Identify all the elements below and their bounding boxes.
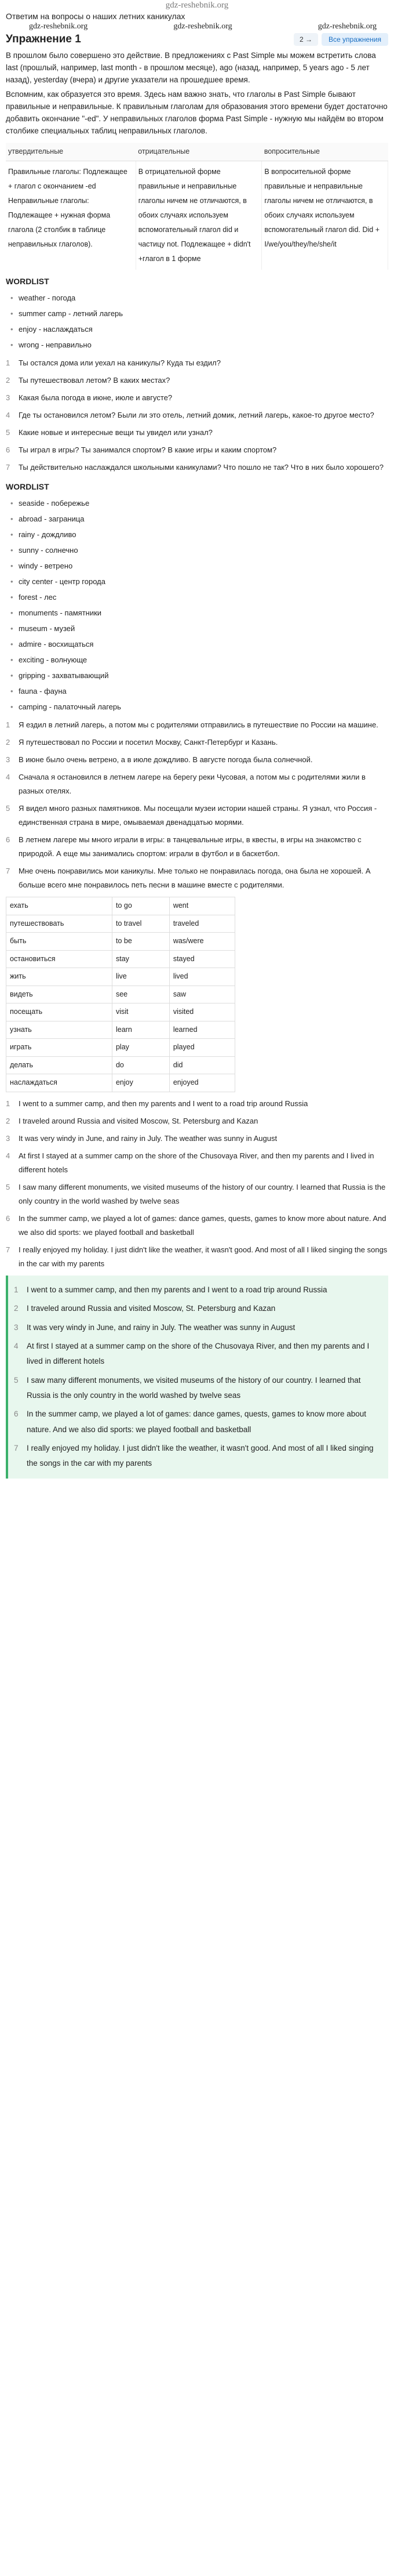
table-cell: learn: [112, 1021, 169, 1039]
table-cell: played: [169, 1039, 235, 1057]
table-cell: быть: [6, 933, 112, 951]
word-item: • city center - центр города: [10, 574, 388, 589]
table-cell: see: [112, 986, 169, 1003]
table-cell: did: [169, 1056, 235, 1074]
table-row: [6, 161, 388, 270]
story-text: Я ездил в летний лагерь, а потом мы с родителями отправились в путешествие по России на машине.: [19, 720, 378, 729]
question-text: Где ты остановился летом? Были ли это отель, летний домик, летний лагерь, какое-то другое место?: [19, 411, 374, 420]
list-item: 1 I went to a summer camp, and then my parents and I went to a road trip around Russia: [6, 1097, 388, 1111]
table-cell: stayed: [169, 950, 235, 968]
story-text: I traveled around Russia and visited Moscow, St. Petersburg and Kazan: [19, 1116, 258, 1125]
word-item: • wrong - неправильно: [10, 337, 388, 353]
question-text: Ты путешествовал летом? В каких местах?: [19, 376, 170, 385]
table-cell: traveled: [169, 915, 235, 933]
story-text: Я видел много разных памятников. Мы посещали музеи истории нашей страны. Я узнал, что Россия - единственная страна в мире, омываемая двенадцатью морями.: [19, 803, 377, 827]
list-item: 3 В июне было очень ветрено, а в июле дождливо. В августе погода была солнечной.: [6, 753, 388, 767]
table-cell: went: [169, 897, 235, 915]
word-item: • weather - погода: [10, 290, 388, 306]
page-title: Упражнение 1: [6, 32, 81, 45]
list-item: 7 Мне очень понравились мои каникулы. Мне только не понравилась погода, она была не хорошей. А больше всего мне понравилось петь песни в машине вместе с родителями.: [6, 864, 388, 892]
intro: [6, 50, 388, 137]
table-cell: Правильные глаголы: Подлежащее + глагол с окончанием -ed Неправильные глаголы: Подлежащее + нужная форма глагола (2 столбик в таблице неправильных глаголов).: [6, 161, 136, 270]
story-text: I really enjoyed my holiday. I just didn't like the weather, it wasn't good. And most of all I liked singing the songs in the car with my parents: [19, 1245, 388, 1269]
table-cell: to be: [112, 933, 169, 951]
table-row: [6, 1021, 235, 1039]
verb-table: [6, 897, 235, 1092]
list-item: 5 I saw many different monuments, we visited museums of the history of our country. I learned that Russia is the only country in the world washed by twelve seas: [14, 1373, 382, 1404]
list-item: 4 At first I stayed at a summer camp on the shore of the Chusovaya River, and then my parents and I lived in different hotels: [6, 1149, 388, 1177]
table-cell: visit: [112, 1003, 169, 1021]
list-item: 3 It was very windy in June, and rainy in July. The weather was sunny in August: [14, 1320, 382, 1335]
watermark: gdz-reshebnik.org: [318, 22, 377, 31]
word-item: • exciting - волнующе: [10, 652, 388, 668]
table-cell: play: [112, 1039, 169, 1057]
word-item: • enjoy - наслаждаться: [10, 321, 388, 337]
wordlist: [10, 495, 388, 715]
table-row: [6, 968, 235, 986]
table-cell: видеть: [6, 986, 112, 1003]
story-text: It was very windy in June, and rainy in July. The weather was sunny in August: [19, 1133, 278, 1143]
title-row: [6, 31, 388, 48]
list-item: 6 Ты играл в игры? Ты занимался спортом? В какие игры и каким спортом?: [6, 443, 388, 457]
table-header: утвердительные: [6, 143, 136, 161]
word-item: • monuments - памятники: [10, 605, 388, 621]
list-item: 2 I traveled around Russia and visited Moscow, St. Petersburg and Kazan: [6, 1114, 388, 1128]
all-exercises-button[interactable]: Все упражнения: [322, 33, 388, 46]
list-item: 1 Я ездил в летний лагерь, а потом мы с родителями отправились в путешествие по России на машине.: [6, 718, 388, 732]
table-cell: to travel: [112, 915, 169, 933]
rules-table: [6, 143, 388, 270]
answer-box: [6, 1276, 388, 1478]
answer-text: I traveled around Russia and visited Moscow, St. Petersburg and Kazan: [27, 1304, 276, 1313]
table-cell: enjoy: [112, 1074, 169, 1092]
table-row: [6, 1074, 235, 1092]
list-item: 6 In the summer camp, we played a lot of games: dance games, quests, games to know more about nature. And we also did sports: we played football and basketball: [14, 1407, 382, 1437]
list-item: 7 I really enjoyed my holiday. I just didn't like the weather, it wasn't good. And most of all I liked singing the songs in the car with my parents: [6, 1243, 388, 1271]
table-row: [6, 897, 235, 915]
list-item: 6 In the summer camp, we played a lot of games: dance games, quests, games to know more about nature. And we also did sports: we played football and basketball: [6, 1212, 388, 1240]
list-item: 2 I traveled around Russia and visited Moscow, St. Petersburg and Kazan: [14, 1301, 382, 1316]
story-text: Сначала я остановился в летнем лагере на берегу реки Чусовая, а потом мы с родителями жили в разных отелях.: [19, 772, 366, 795]
story-text: В летнем лагере мы много играли в игры: в танцевальные игры, в квесты, в игры на знакомство с природой. А еще мы занимались спортом: играли в футбол и в баскетбол.: [19, 835, 362, 858]
table-cell: stay: [112, 950, 169, 968]
page-subtitle: Ответим на вопросы о наших летних каникулах: [6, 12, 185, 21]
list-item: 2 Я путешествовал по России и посетил Москву, Санкт-Петербург и Казань.: [6, 736, 388, 749]
word-item: • admire - восхищаться: [10, 636, 388, 652]
wordlist-heading: WORDLIST: [6, 277, 49, 287]
list-item: 5 Я видел много разных памятников. Мы посещали музеи истории нашей страны. Я узнал, что Россия - единственная страна в мире, омываемая двенадцатью морями.: [6, 802, 388, 829]
question-text: Ты остался дома или уехал на каникулы? Куда ты ездил?: [19, 358, 221, 368]
question-text: Какие новые и интересные вещи ты увидел или узнал?: [19, 428, 213, 437]
exercise-nav: [294, 33, 388, 46]
russian-story-list: [6, 718, 388, 893]
list-item: 3 It was very windy in June, and rainy in July. The weather was sunny in August: [6, 1132, 388, 1146]
table-cell: наслаждаться: [6, 1074, 112, 1092]
word-item: • forest - лес: [10, 589, 388, 605]
site-logo[interactable]: gdz-reshebnik.org: [165, 1, 229, 10]
list-item: 5 Какие новые и интересные вещи ты увидел или узнал?: [6, 426, 388, 440]
word-item: • rainy - дождливо: [10, 527, 388, 542]
answer-text: I saw many different monuments, we visited museums of the history of our country. I learned that Russia is the only country in the world washed by twelve seas: [27, 1375, 361, 1400]
table-cell: learned: [169, 1021, 235, 1039]
story-text: At first I stayed at a summer camp on the shore of the Chusovaya River, and then my parents and I lived in different hotels: [19, 1151, 374, 1174]
list-item: 4 At first I stayed at a summer camp on the shore of the Chusovaya River, and then my parents and I lived in different hotels: [14, 1339, 382, 1369]
question-text: Ты действительно наслаждался школьными каникулами? Что пошло не так? Что в них было хорошего?: [19, 463, 384, 472]
table-cell: В вопросительной форме правильные и неправильные глаголы ничем не отличаются, в обоих случаях используем вспомогательный глагол did. Did + I/we/you/they/he/she/it: [262, 161, 388, 270]
word-item: • sunny - солнечно: [10, 542, 388, 558]
answer-list: [14, 1282, 382, 1471]
wordlist-heading: WORDLIST: [6, 481, 49, 491]
wordlist: [10, 290, 388, 353]
word-item: • abroad - заграница: [10, 511, 388, 527]
table-cell: играть: [6, 1039, 112, 1057]
table-cell: ехать: [6, 897, 112, 915]
story-text: В июне было очень ветрено, а в июле дождливо. В августе погода была солнечной.: [19, 755, 313, 764]
word-item: • seaside - побережье: [10, 495, 388, 511]
intro-paragraph: Вспомним, как образуется это время. Здесь нам важно знать, что глаголы в Past Simple бывают правильные и неправильные. К правильным глаголам для образования этого времени будет достаточно добавить окончание "-ed". У неправильных глаголов форма Past Simple - нужную мы найдём во втором столбике специальных таблиц неправильных глаголов.: [6, 89, 388, 135]
table-row: [6, 1056, 235, 1074]
list-item: 4 Где ты остановился летом? Были ли это отель, летний домик, летний лагерь, какое-то другое место?: [6, 408, 388, 422]
story-text: In the summer camp, we played a lot of games: dance games, quests, games to know more about nature. And we also did sports: we played football and basketball: [19, 1213, 386, 1237]
list-item: 7 I really enjoyed my holiday. I just didn't like the weather, it wasn't good. And most of all I liked singing the songs in the car with my parents: [14, 1441, 382, 1472]
table-cell: live: [112, 968, 169, 986]
table-row: [6, 933, 235, 951]
word-item: • fauna - фауна: [10, 683, 388, 699]
list-item: 3 Какая была погода в июне, июле и августе?: [6, 391, 388, 405]
story-text: Я путешествовал по России и посетил Москву, Санкт-Петербург и Казань.: [19, 737, 278, 747]
table-cell: saw: [169, 986, 235, 1003]
story-text: Мне очень понравились мои каникулы. Мне только не понравилась погода, она была не хорошей. А больше всего мне понравилось петь песни в машине вместе с родителями.: [19, 866, 371, 889]
table-row: [6, 915, 235, 933]
table-cell: остановиться: [6, 950, 112, 968]
table-row: [6, 950, 235, 968]
word-item: • camping - палаточный лагерь: [10, 699, 388, 715]
word-item: • windy - ветрено: [10, 558, 388, 574]
story-text: I went to a summer camp, and then my parents and I went to a road trip around Russia: [19, 1099, 308, 1108]
table-row: [6, 986, 235, 1003]
word-item: • museum - музей: [10, 621, 388, 636]
question-text: Какая была погода в июне, июле и августе?: [19, 393, 173, 403]
table-cell: путешествовать: [6, 915, 112, 933]
table-cell: was/were: [169, 933, 235, 951]
next-exercise-button[interactable]: 2 →: [294, 33, 318, 46]
watermark-row: [6, 22, 388, 31]
list-item: 4 Сначала я остановился в летнем лагере на берегу реки Чусовая, а потом мы с родителями жили в разных отелях.: [6, 770, 388, 798]
word-item: • gripping - захватывающий: [10, 668, 388, 683]
english-story-list: [6, 1097, 388, 1271]
question-list: [6, 356, 388, 474]
answer-text: I really enjoyed my holiday. I just didn't like the weather, it wasn't good. And most of all I liked singing the songs in the car with my parents: [27, 1443, 374, 1468]
answer-text: I went to a summer camp, and then my parents and I went to a road trip around Russia: [27, 1285, 327, 1295]
answer-text: In the summer camp, we played a lot of games: dance games, quests, games to know more about nature. And we also did sports: we played football and basketball: [27, 1410, 367, 1434]
table-cell: жить: [6, 968, 112, 986]
list-item: 1 Ты остался дома или уехал на каникулы? Куда ты ездил?: [6, 356, 388, 370]
table-cell: visited: [169, 1003, 235, 1021]
intro-paragraph: В прошлом было совершено это действие. В предложениях с Past Simple мы можем встретить слова last (прошлый, например, last month - в прошлом месяце), ago (назад, например, 5 years ago - 5 лет назад), yesterday (вчера) и другие указатели на прошедшее время.: [6, 51, 376, 84]
table-header: вопросительные: [262, 143, 388, 161]
table-cell: enjoyed: [169, 1074, 235, 1092]
table-cell: делать: [6, 1056, 112, 1074]
list-item: 6 В летнем лагере мы много играли в игры: в танцевальные игры, в квесты, в игры на знакомство с природой. А еще мы занимались спортом: играли в футбол и в баскетбол.: [6, 833, 388, 861]
table-header: отрицательные: [136, 143, 262, 161]
table-row: [6, 1039, 235, 1057]
list-item: 5 I saw many different monuments, we visited museums of the history of our country. I learned that Russia is the only country in the world washed by twelve seas: [6, 1180, 388, 1208]
table-cell: посещать: [6, 1003, 112, 1021]
watermark: gdz-reshebnik.org: [29, 22, 88, 31]
answer-text: At first I stayed at a summer camp on the shore of the Chusovaya River, and then my parents and I lived in different hotels: [27, 1342, 370, 1366]
answer-text: It was very windy in June, and rainy in July. The weather was sunny in August: [27, 1323, 296, 1332]
table-cell: to go: [112, 897, 169, 915]
table-cell: do: [112, 1056, 169, 1074]
watermark: gdz-reshebnik.org: [173, 22, 232, 31]
table-cell: узнать: [6, 1021, 112, 1039]
table-cell: В отрицательной форме правильные и неправильные глаголы ничем не отличаются, в обоих случаях используем вспомогательный глагол did и частицу not. Подлежащее + didn't +глагол в 1 форме: [136, 161, 262, 270]
list-item: 2 Ты путешествовал летом? В каких местах?: [6, 374, 388, 387]
list-item: 1 I went to a summer camp, and then my parents and I went to a road trip around Russia: [14, 1282, 382, 1298]
question-text: Ты играл в игры? Ты занимался спортом? В какие игры и каким спортом?: [19, 445, 277, 455]
list-item: 7 Ты действительно наслаждался школьными каникулами? Что пошло не так? Что в них было хорошего?: [6, 461, 388, 474]
table-cell: lived: [169, 968, 235, 986]
word-item: • summer camp - летний лагерь: [10, 306, 388, 321]
story-text: I saw many different monuments, we visited museums of the history of our country. I learned that Russia is the only country in the world washed by twelve seas: [19, 1182, 386, 1205]
table-row: [6, 1003, 235, 1021]
table-header-row: [6, 143, 388, 161]
